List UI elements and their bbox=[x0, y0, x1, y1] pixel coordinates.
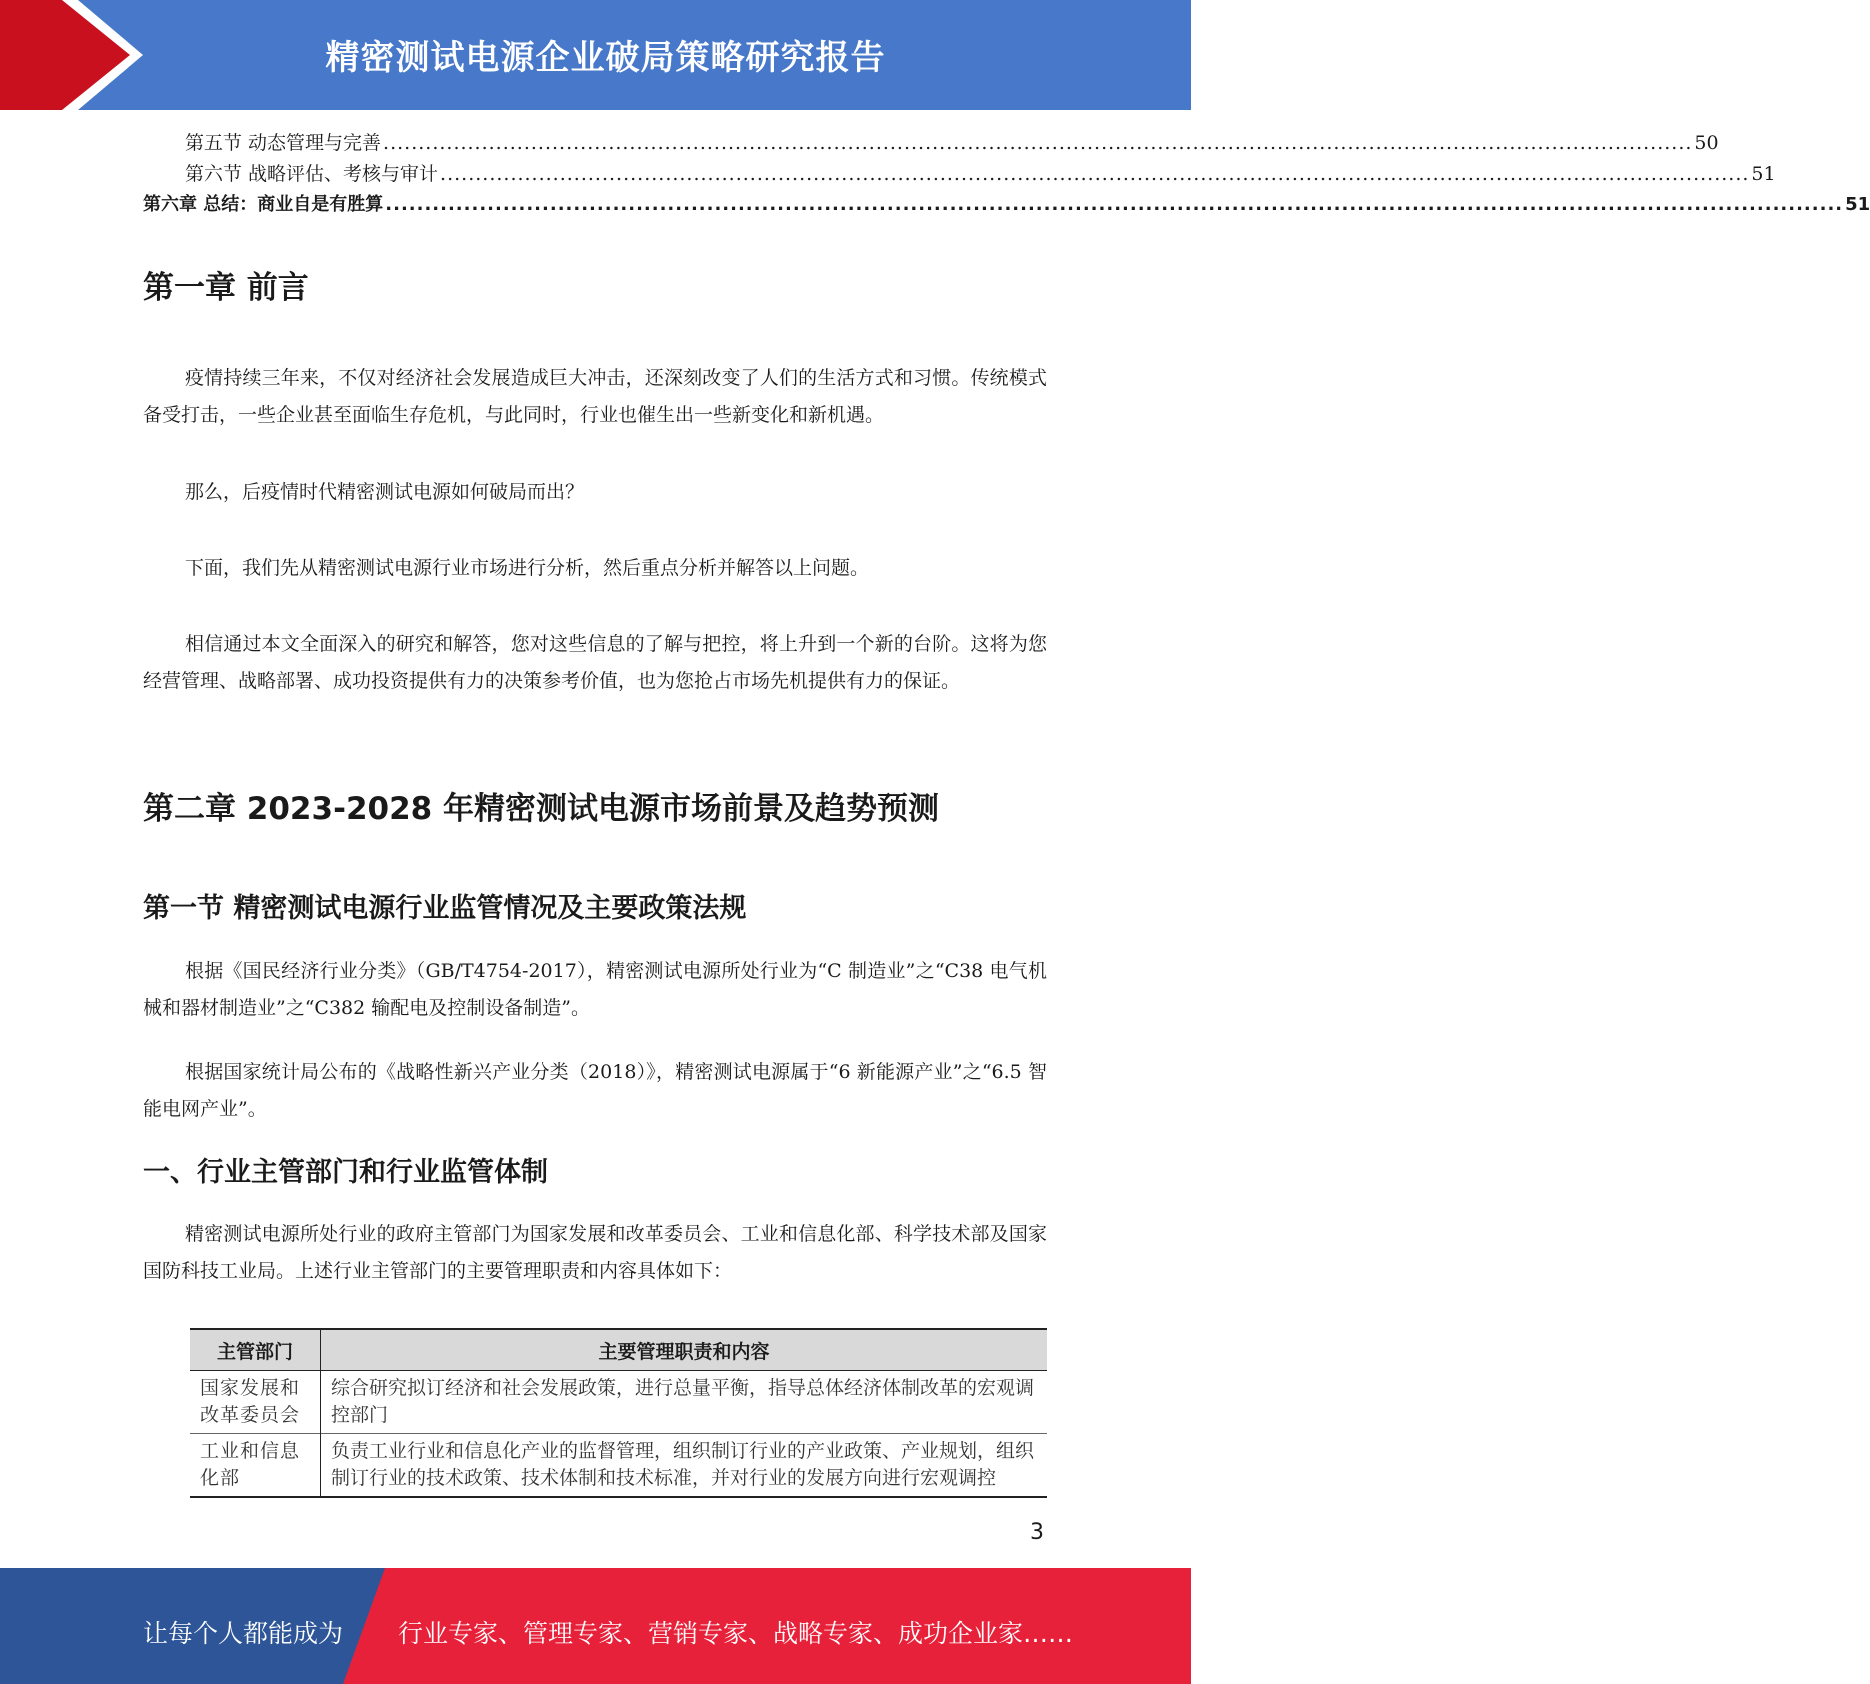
table-of-contents bbox=[143, 128, 1870, 221]
report-title: 精密测试电源企业破局策略研究报告 bbox=[325, 38, 886, 78]
table-row bbox=[190, 1371, 1047, 1434]
paragraph: 精密测试电源所处行业的政府主管部门为国家发展和改革委员会、工业和信息化部、科学技术部及国家国防科技工业局。上述行业主管部门的主要管理职责和内容具体如下： bbox=[143, 1223, 1047, 1282]
toc-leader-dots: .......................................................................................................................................................................................... bbox=[383, 132, 1693, 154]
paragraph: 根据《国民经济行业分类》（GB/T4754-2017），精密测试电源所处行业为“C 制造业”之“C38 电气机械和器材制造业”之“C382 输配电及控制设备制造”。 bbox=[143, 960, 1047, 1019]
paragraph: 根据国家统计局公布的《战略性新兴产业分类（2018）》，精密测试电源属于“6 新能源产业”之“6.5 智能电网产业”。 bbox=[143, 1061, 1047, 1120]
duties-cell: 负责工业行业和信息化产业的监督管理，组织制订行业的产业政策、产业规划，组织制订行业的技术政策、技术体制和技术标准，并对行业的发展方向进行宏观调控 bbox=[321, 1434, 1048, 1498]
column-header-department: 主管部门 bbox=[190, 1329, 321, 1371]
duties-cell: 综合研究拟订经济和社会发展政策，进行总量平衡，指导总体经济体制改革的宏观调控部门 bbox=[321, 1371, 1048, 1434]
table-row bbox=[190, 1434, 1047, 1498]
toc-entry-title: 第六章 总结：商业自是有胜算 bbox=[143, 194, 384, 215]
chapter-2-heading: 第二章 2023-2028 年精密测试电源市场前景及趋势预测 bbox=[143, 791, 940, 827]
footer-slogan-left: 让每个人都能成为 bbox=[143, 1619, 344, 1648]
chapter-1-heading: 第一章 前言 bbox=[143, 270, 309, 306]
subsection-heading: 一、行业主管部门和行业监管体制 bbox=[143, 1157, 548, 1188]
department-cell: 工业和信息化部 bbox=[190, 1434, 321, 1498]
toc-entry[interactable] bbox=[143, 190, 1870, 221]
regulators-table bbox=[190, 1328, 1047, 1498]
toc-entry-page: 50 bbox=[1694, 132, 1719, 154]
toc-entry-title: 第六节 战略评估、考核与审计 bbox=[185, 163, 439, 185]
toc-entry-page: 51 bbox=[1751, 163, 1776, 185]
paragraph: 疫情持续三年来，不仅对经济社会发展造成巨大冲击，还深刻改变了人们的生活方式和习惯。传统模式备受打击，一些企业甚至面临生存危机，与此同时，行业也催生出一些新变化和新机遇。 bbox=[143, 367, 1047, 426]
paragraph: 那么，后疫情时代精密测试电源如何破局而出？ bbox=[185, 481, 585, 503]
toc-entry[interactable] bbox=[143, 159, 1776, 190]
column-header-duties: 主要管理职责和内容 bbox=[321, 1329, 1048, 1371]
toc-entry[interactable] bbox=[143, 128, 1719, 159]
paragraph: 下面，我们先从精密测试电源行业市场进行分析，然后重点分析并解答以上问题。 bbox=[185, 557, 870, 579]
page-footer bbox=[0, 1568, 1191, 1684]
page-number: 3 bbox=[1030, 1520, 1044, 1545]
paragraph: 相信通过本文全面深入的研究和解答，您对这些信息的了解与把控，将上升到一个新的台阶。这将为您经营管理、战略部署、成功投资提供有力的决策参考价值，也为您抢占市场先机提供有力的保证。 bbox=[143, 633, 1047, 692]
toc-leader-dots: .......................................................................................................................................................................................... bbox=[440, 163, 1750, 185]
toc-leader-dots: .......................................................................................................................................................................................... bbox=[385, 194, 1844, 215]
toc-entry-page: 51 bbox=[1845, 194, 1870, 215]
section-heading: 第一节 精密测试电源行业监管情况及主要政策法规 bbox=[143, 893, 747, 924]
toc-entry-title: 第五节 动态管理与完善 bbox=[185, 132, 382, 154]
page-header bbox=[0, 0, 1191, 110]
footer-slogan-right: 行业专家、管理专家、营销专家、战略专家、成功企业家…… bbox=[398, 1619, 1074, 1648]
department-cell: 国家发展和改革委员会 bbox=[190, 1371, 321, 1434]
table-header-row bbox=[190, 1329, 1047, 1371]
